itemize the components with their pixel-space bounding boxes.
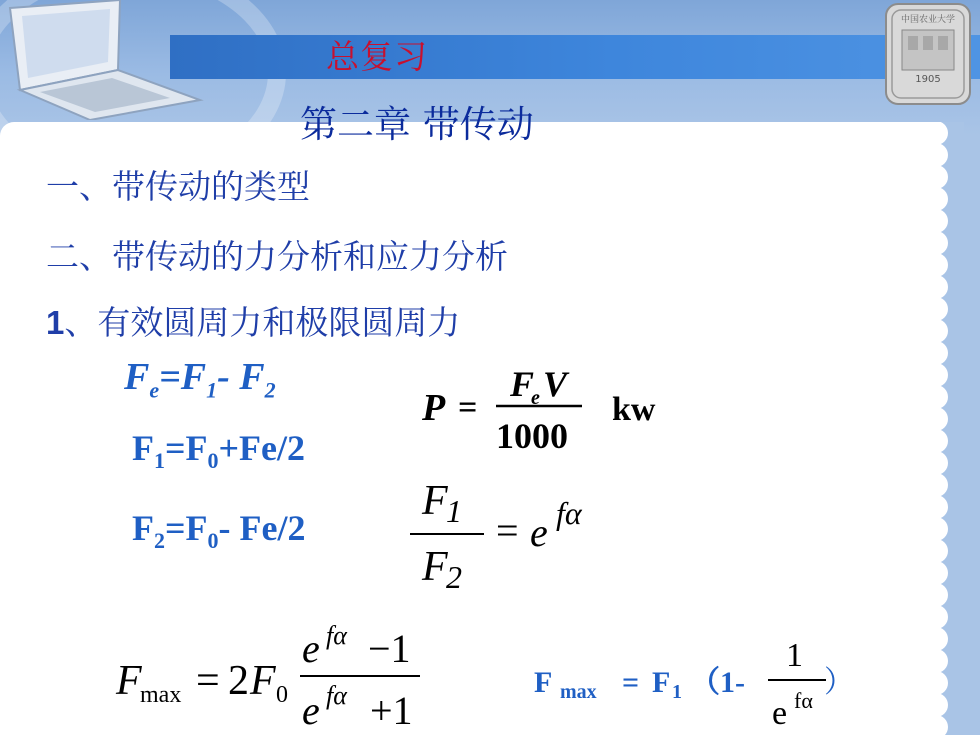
svg-text:=: = — [496, 508, 519, 553]
svg-text:（1-: （1- — [690, 666, 745, 699]
svg-text:0: 0 — [276, 682, 288, 708]
outline-item-3-number: 1 — [46, 304, 65, 341]
svg-text:e: e — [772, 695, 788, 732]
svg-text:e: e — [531, 387, 540, 409]
svg-text:F: F — [510, 364, 535, 404]
svg-text:F: F — [250, 658, 276, 704]
outline-item-1: 一、带传动的类型 — [46, 167, 310, 206]
formula-slack-side-force: $F_2=F_0-$ Fe/2 — [132, 508, 306, 554]
svg-text:fα: fα — [326, 621, 347, 650]
formula-max-alt — [534, 666, 745, 703]
svg-text:kw: kw — [612, 391, 656, 428]
outline-item-3-text: 、有效圆周力和极限圆周力 — [64, 303, 461, 342]
svg-text:fα: fα — [794, 688, 813, 713]
formula-power — [421, 364, 656, 456]
svg-text:fα: fα — [556, 495, 582, 531]
svg-text:F: F — [652, 666, 671, 699]
formula-max-alt-close: ） — [824, 666, 854, 699]
svg-text:1: 1 — [446, 493, 462, 529]
svg-text:=: = — [622, 666, 640, 699]
svg-text:e: e — [302, 626, 320, 671]
svg-text:2: 2 — [228, 658, 249, 704]
svg-text:V: V — [543, 364, 568, 404]
formula-tight-side-force: $F_1=F_0+Fe/2$ — [132, 428, 305, 474]
svg-text:1000: 1000 — [496, 416, 568, 456]
emblem-year: 1905 — [915, 74, 941, 85]
svg-text:max: max — [560, 681, 597, 703]
formula-effective-force: $F_e=F_1-$ $F_2$ — [124, 356, 276, 403]
svg-text:F: F — [534, 666, 553, 699]
slide-title: 总复习 — [326, 37, 428, 76]
formula-euler — [410, 478, 583, 595]
svg-text:1: 1 — [786, 637, 803, 674]
svg-text:=: = — [458, 389, 478, 426]
chapter-title: 第二章 带传动 — [300, 103, 534, 146]
svg-text:2: 2 — [446, 559, 462, 595]
emblem-text: 中国农业大学 — [900, 15, 956, 25]
formula-max-alt-fraction — [768, 637, 826, 732]
svg-text:F: F — [422, 544, 448, 590]
svg-text:fα: fα — [326, 681, 347, 710]
svg-text:P: P — [422, 387, 446, 429]
svg-text:−1: −1 — [368, 626, 411, 671]
svg-text:max: max — [140, 682, 182, 708]
svg-text:=: = — [196, 658, 220, 704]
outline-item-2: 二、带传动的力分析和应力分析 — [46, 237, 508, 276]
svg-text:e: e — [302, 688, 320, 733]
svg-text:F: F — [422, 478, 448, 524]
svg-text:+1: +1 — [370, 688, 413, 733]
formula-max-effective-force — [115, 621, 420, 733]
svg-text:e: e — [530, 510, 548, 555]
svg-text:1: 1 — [672, 681, 682, 703]
svg-text:F: F — [116, 658, 142, 704]
